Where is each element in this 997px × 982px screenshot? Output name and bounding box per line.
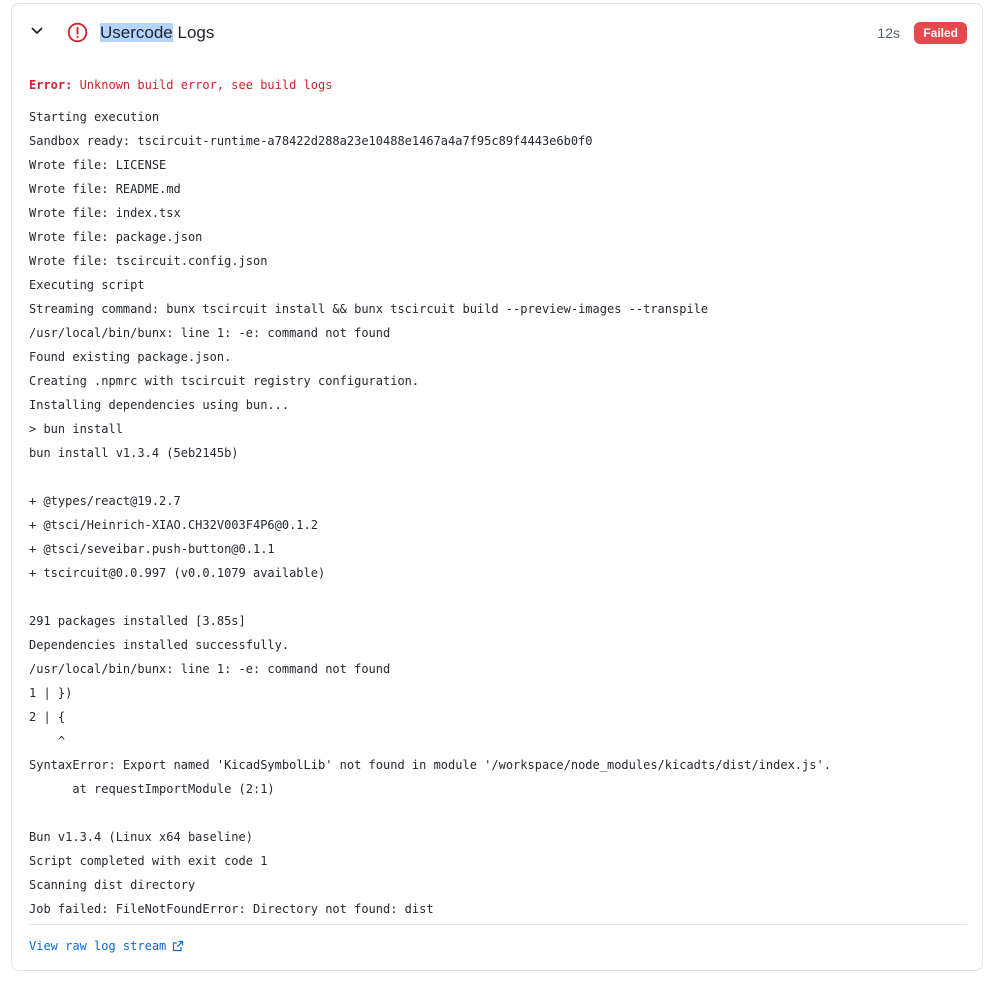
log-line: > bun install [29, 422, 123, 436]
log-line: Wrote file: index.tsx [29, 206, 181, 220]
log-line: + tscircuit@0.0.997 (v0.0.1079 available) [29, 566, 326, 580]
log-line: Scanning dist directory [29, 878, 196, 892]
log-line: + @tsci/Heinrich-XIAO.CH32V003F4P6@0.1.2 [29, 518, 318, 532]
logs-panel-header[interactable] [11, 3, 983, 61]
log-line: Wrote file: LICENSE [29, 158, 167, 172]
log-line: Found existing package.json. [29, 350, 232, 364]
log-line: Wrote file: tscircuit.config.json [29, 254, 268, 268]
log-line: Creating .npmrc with tscircuit registry configuration. [29, 374, 420, 388]
chevron-down-icon[interactable] [29, 23, 45, 39]
log-output [29, 73, 969, 921]
panel-title-highlight: Usercode [100, 23, 173, 42]
log-line: Bun v1.3.4 (Linux x64 baseline) [29, 830, 253, 844]
log-line: Wrote file: package.json [29, 230, 203, 244]
log-line: + @tsci/seveibar.push-button@0.1.1 [29, 542, 275, 556]
log-line: Wrote file: README.md [29, 182, 181, 196]
logs-panel-body [11, 60, 983, 971]
error-label: Error: [29, 78, 73, 92]
log-line: Streaming command: bunx tscircuit install && bunx tscircuit build --preview-images --transpile [29, 302, 709, 316]
log-line: SyntaxError: Export named 'KicadSymbolLib' not found in module '/workspace/node_modules/kicadts/dist/index.js'. [29, 758, 831, 772]
log-line: Starting execution [29, 110, 160, 124]
error-message: Unknown build error, see build logs [72, 78, 333, 92]
log-line: at requestImportModule (2:1) [29, 782, 275, 796]
external-link-icon [172, 940, 184, 952]
log-line: /usr/local/bin/bunx: line 1: -e: command not found [29, 326, 391, 340]
duration-label: 12s [877, 25, 900, 41]
divider [29, 924, 967, 925]
log-line: bun install v1.3.4 (5eb2145b) [29, 446, 239, 460]
log-line [29, 465, 969, 489]
log-line: + @types/react@19.2.7 [29, 494, 181, 508]
view-raw-log-label: View raw log stream [29, 939, 167, 953]
log-line: /usr/local/bin/bunx: line 1: -e: command not found [29, 662, 391, 676]
log-line: 2 | { [29, 710, 66, 724]
panel-title-rest: Logs [172, 23, 215, 42]
log-line: Script completed with exit code 1 [29, 854, 268, 868]
log-line: 1 | }) [29, 686, 73, 700]
log-line: 291 packages installed [3.85s] [29, 614, 246, 628]
log-lines [29, 105, 969, 921]
log-line [29, 801, 969, 825]
log-line: Dependencies installed successfully. [29, 638, 290, 652]
log-line: Installing dependencies using bun... [29, 398, 290, 412]
status-badge: Failed [914, 22, 967, 44]
log-line: ^ [29, 734, 66, 748]
log-line [29, 585, 969, 609]
panel-title [100, 21, 214, 45]
log-line: Sandbox ready: tscircuit-runtime-a78422d288a23e10488e1467a4a7f95c89f4443e6b0f0 [29, 134, 593, 148]
error-line [29, 73, 969, 97]
view-raw-log-link[interactable] [29, 937, 184, 955]
log-line: Job failed: FileNotFoundError: Directory not found: dist [29, 902, 434, 916]
alert-circle-icon [67, 22, 88, 43]
log-line: Executing script [29, 278, 145, 292]
